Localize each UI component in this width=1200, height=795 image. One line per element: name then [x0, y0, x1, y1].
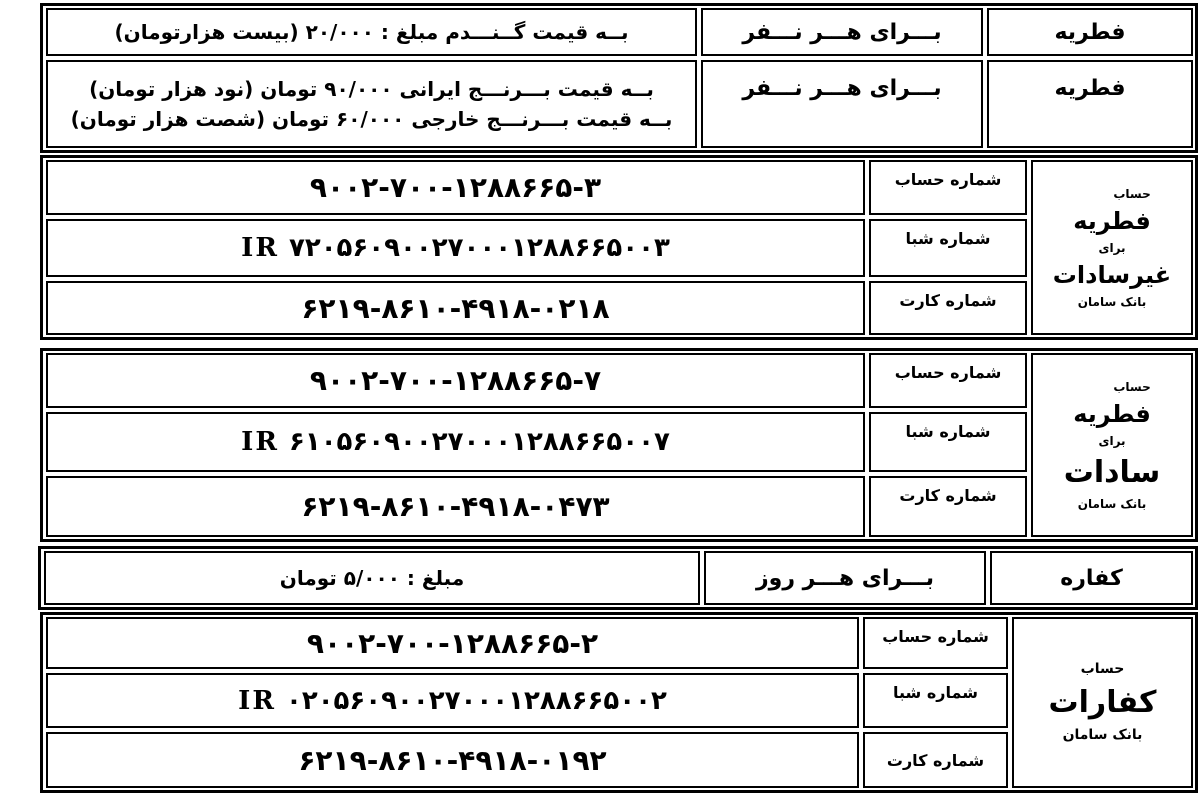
- sheba-digits: ۰۲۰۵۶۰۹۰۰۲۷۰۰۰۱۲۸۸۶۶۵۰۰۲: [285, 685, 667, 716]
- foreign-rice-price: بــه قیمت بـــرنـــج خارجی ۶۰/۰۰۰ تومان (شصت هزار تومان): [70, 107, 673, 131]
- sheba-prefix: IR: [238, 685, 276, 716]
- bank-name: بانک سامان: [1077, 496, 1147, 511]
- card-number-value: ۶۲۱۹-۸۶۱۰-۴۹۱۸-۰۱۹۲: [46, 732, 859, 788]
- kaffarat-word: کفارات: [1048, 685, 1157, 720]
- sheba-value: [46, 673, 859, 728]
- non-sadat-side-label: [1031, 160, 1193, 335]
- sheba-value: [46, 412, 865, 472]
- per-day: بـــرای هـــر روز: [704, 551, 986, 605]
- fitrieh-label-2: فطریه: [987, 60, 1193, 148]
- account-word: حساب: [1113, 379, 1151, 394]
- account-number-value: ۹۰۰۲-۷۰۰-۱۲۸۸۶۶۵-۲: [46, 617, 859, 669]
- sheba-digits: ۶۱۰۵۶۰۹۰۰۲۷۰۰۰۱۲۸۸۶۶۵۰۰۷: [288, 427, 670, 457]
- account-number-value: ۹۰۰۲-۷۰۰-۱۲۸۸۶۶۵-۷: [46, 353, 865, 408]
- fitrieh-word: فطریه: [1073, 206, 1151, 235]
- kaffareh-price: مبلغ : ۵/۰۰۰ تومان: [44, 551, 700, 605]
- account-number-label: شماره حساب: [863, 617, 1008, 669]
- fitrieh-word: فطریه: [1073, 399, 1151, 428]
- sheba-label: شماره شبا: [863, 673, 1008, 728]
- card-number-value: ۶۲۱۹-۸۶۱۰-۴۹۱۸-۰۴۷۳: [46, 476, 865, 537]
- for-word: برای: [1098, 433, 1126, 448]
- fitrieh-label-1: فطریه: [987, 8, 1193, 56]
- kaffarat-side-label: [1012, 617, 1193, 788]
- iranian-rice-price: بــه قیمت بـــرنـــج ایرانی ۹۰/۰۰۰ تومان (نود هزار تومان): [89, 77, 654, 101]
- account-number-label: شماره حساب: [869, 353, 1027, 408]
- sheba-value: [46, 219, 865, 277]
- sheba-label: شماره شبا: [869, 219, 1027, 277]
- per-person-1: بـــرای هـــر نـــفر: [701, 8, 983, 56]
- card-number-value: ۶۲۱۹-۸۶۱۰-۴۹۱۸-۰۲۱۸: [46, 281, 865, 335]
- account-word: حساب: [1113, 186, 1151, 201]
- kaffareh-label: کفاره: [990, 551, 1193, 605]
- wheat-price: بــه قیمت گــنـــدم مبلغ : ۲۰/۰۰۰ (بیست هزارتومان): [46, 8, 697, 56]
- card-number-label: شماره کارت: [869, 281, 1027, 335]
- account-number-label: شماره حساب: [869, 160, 1027, 215]
- card-number-label: شماره کارت: [869, 476, 1027, 537]
- bank-name: بانک سامان: [1062, 727, 1143, 743]
- for-word: برای: [1098, 240, 1126, 255]
- sadat-word: سادات: [1063, 454, 1161, 490]
- sheba-label: شماره شبا: [869, 412, 1027, 472]
- account-number-value: ۹۰۰۲-۷۰۰-۱۲۸۸۶۶۵-۳: [46, 160, 865, 215]
- account-word: حساب: [1080, 661, 1125, 677]
- card-number-label: شماره کارت: [863, 732, 1008, 788]
- per-person-2: بـــرای هـــر نـــفر: [701, 60, 983, 148]
- rice-price: [46, 60, 697, 148]
- sheba-prefix: IR: [241, 427, 279, 457]
- sheba-digits: ۷۲۰۵۶۰۹۰۰۲۷۰۰۰۱۲۸۸۶۶۵۰۰۳: [288, 233, 670, 263]
- sheba-prefix: IR: [241, 233, 279, 263]
- non-sadat-word: غیرسادات: [1052, 260, 1172, 289]
- bank-name: بانک سامان: [1077, 294, 1147, 309]
- sadat-side-label: [1031, 353, 1193, 537]
